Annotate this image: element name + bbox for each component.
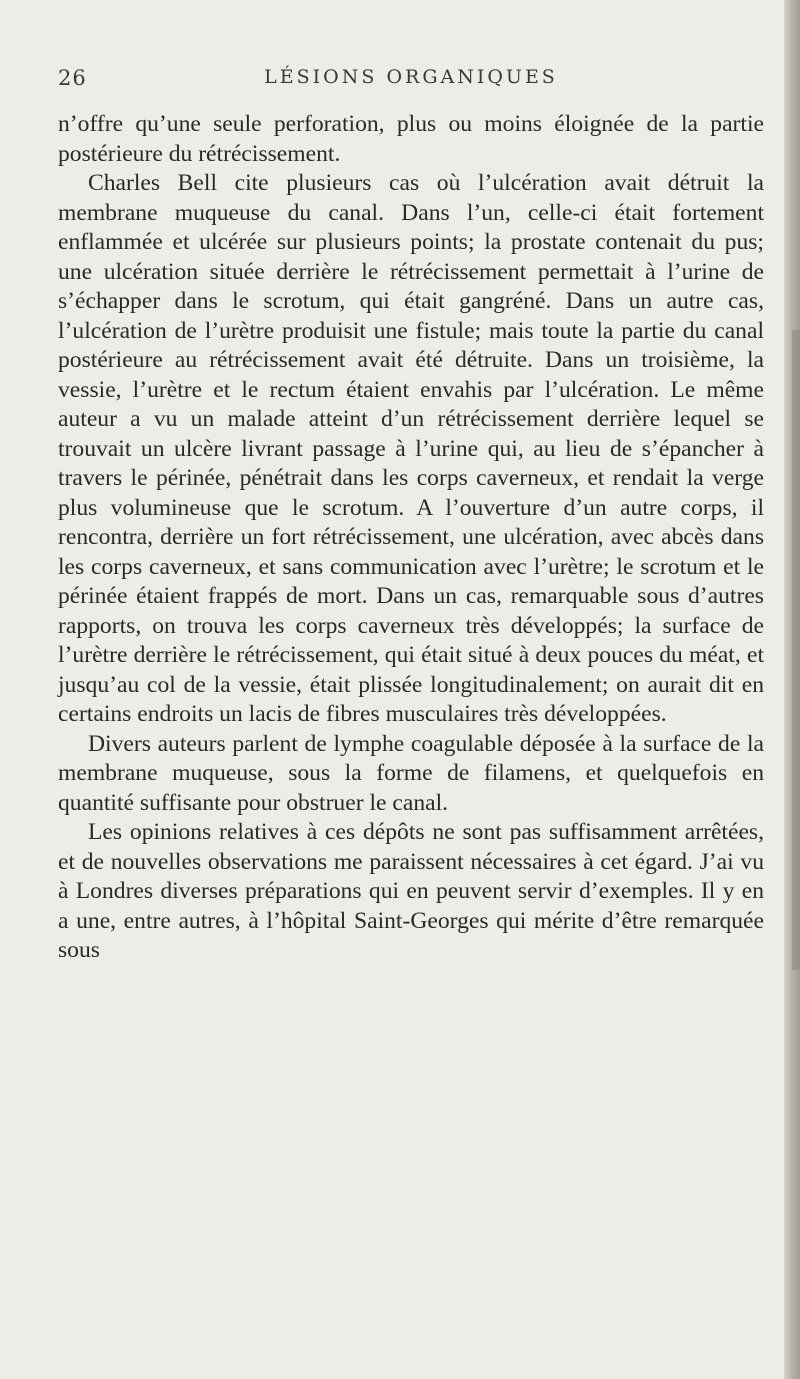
running-head: LÉSIONS ORGANIQUES <box>264 66 558 88</box>
paragraph: Divers auteurs parlent de lymphe coagulable déposée à la surface de la membrane muqueuse, sous la forme de filamens, et quelquefois en quantité suffisante pour obstruer le canal. <box>58 730 764 816</box>
body-text <box>58 110 764 966</box>
paragraph: Les opinions relatives à ces dépôts ne sont pas suffisamment arrêtées, et de nouvelles observations me paraissent nécessaires à cet égard. J’ai vu à Londres diverses préparations qui en peuvent servir d’exemples. Il y en a une, entre autres, à l’hôpital Saint-Georges qui mérite d’être remarquée sous <box>58 819 764 963</box>
paragraph: n’offre qu’une seule perforation, plus ou moins éloignée de la partie postérieure du rétrécissement. <box>58 111 764 167</box>
page-edge-shadow <box>792 330 800 970</box>
page-header <box>58 66 764 96</box>
page-number: 26 <box>58 66 87 90</box>
paragraph: Charles Bell cite plusieurs cas où l’ulcération avait détruit la membrane muqueuse du canal. Dans l’un, celle-ci était fortement enflammée et ulcérée sur plusieurs points; la prostate contenait du pus; une ulcération située derrière le rétrécissement permettait à l’urine de s’échapper dans le scrotum, qui était gangréné. Dans un autre cas, l’ulcération de l’urètre produisit une fistule; mais toute la partie du canal postérieure au rétrécissement avait été détruite. Dans un troisième, la vessie, l’urètre et le rectum étaient envahis par l’ulcération. Le même auteur a vu un malade atteint d’un rétrécissement derrière lequel se trouvait un ulcère livrant passage à l’urine qui, au lieu de s’épancher à travers le périnée, pénétrait dans les corps caverneux, et rendait la verge plus volumineuse que le scrotum. A l’ouverture d’un autre corps, il rencontra, derrière un fort rétrécissement, une ulcération, avec abcès dans les corps caverneux, et sans communication avec l’urètre; le scrotum et le périnée étaient frappés de mort. Dans un cas, remarquable sous d’autres rapports, on trouva les corps caverneux très développés; la surface de l’urètre derrière le rétrécissement, qui était situé à deux pouces du méat, et jusqu’au col de la vessie, était plissée longitudinalement; on aurait dit en certains endroits un lacis de fibres musculaires très développées. <box>58 170 764 727</box>
